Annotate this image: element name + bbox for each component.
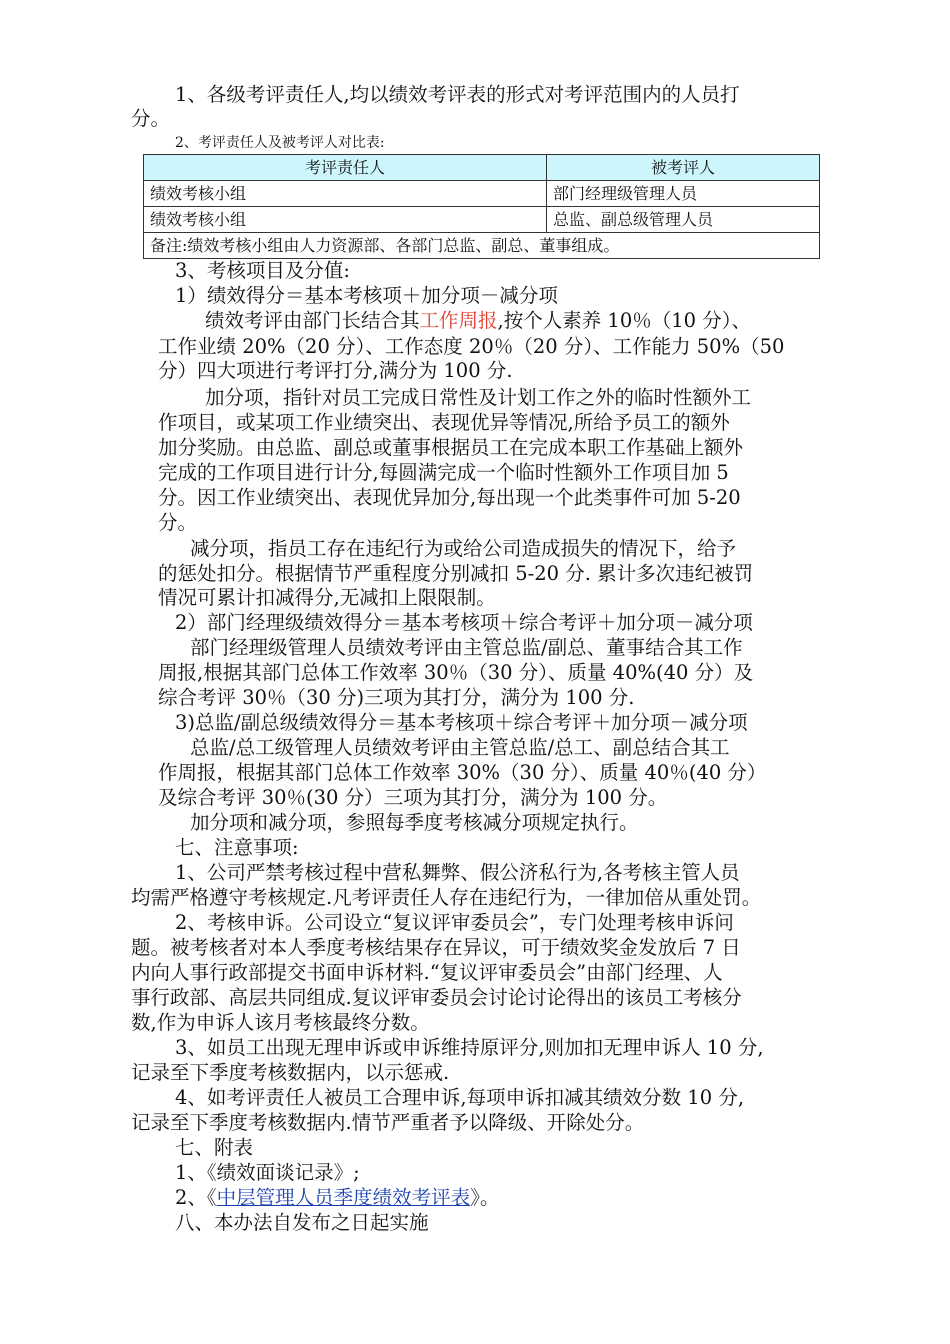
text-span: ,按个人素养 10％（10 分）、 (497, 309, 752, 332)
table-caption: 2、考评责任人及被考评人对比表: (175, 135, 385, 151)
table-row (144, 207, 820, 233)
paragraph-line: 内向人事行政部提交书面申诉材料.“复议评审委员会”由部门经理、人 (131, 961, 723, 984)
paragraph-line: 3、如员工出现无理申诉或申诉维持原评分,则加扣无理申诉人 10 分, (175, 1036, 764, 1059)
paragraph-line: 记录至下季度考核数据内.情节严重者予以降级、开除处分。 (131, 1111, 645, 1134)
table-row (144, 233, 820, 259)
form-link[interactable]: 中层管理人员季度绩效考评表 (216, 1186, 471, 1209)
paragraph-line: 减分项，指员工存在违纪行为或给公司造成损失的情况下，给予 (190, 537, 737, 560)
paragraph-line: 题。被考核者对本人季度考核结果存在异议，可于绩效奖金发放后 7 日 (131, 936, 741, 959)
paragraph-line: 2、考核申诉。公司设立“复议评审委员会”，专门处理考核申诉问 (175, 911, 734, 934)
paragraph-line: 综合考评 30％（30 分)三项为其打分，满分为 100 分. (158, 686, 635, 709)
paragraph-line: 加分项和减分项，参照每季度考核减分项规定执行。 (190, 811, 639, 834)
table-header-row (144, 155, 820, 181)
section-heading: 八、本办法自发布之日起实施 (175, 1211, 429, 1234)
section-heading: 七、附表 (175, 1136, 254, 1159)
paragraph-line: 1、各级考评责任人,均以绩效考评表的形式对考评范围内的人员打 (175, 83, 740, 106)
paragraph-line: 加分奖励。由总监、副总或董事根据员工在完成本职工作基础上额外 (158, 436, 744, 459)
table-header-cell: 考评责任人 (144, 155, 547, 181)
paragraph-line: 数,作为申诉人该月考核最终分数。 (131, 1011, 430, 1034)
table-note: 备注:绩效考核小组由人力资源部、各部门总监、副总、董事组成。 (144, 233, 820, 259)
highlighted-text: 工作周报 (419, 309, 498, 332)
text-span: 2、《 (175, 1186, 217, 1209)
paragraph-line: 情况可累计扣减得分,无减扣上限限制。 (158, 586, 496, 609)
paragraph-line: 分）四大项进行考评打分,满分为 100 分. (158, 359, 513, 382)
paragraph-line: 周报,根据其部门总体工作效率 30％（30 分）、质量 40%(40 分）及 (158, 661, 754, 684)
paragraph-line: 记录至下季度考核数据内，以示惩戒. (131, 1061, 450, 1084)
paragraph-line: 1、《绩效面谈记录》; (175, 1161, 360, 1184)
paragraph-line: 工作业绩 20%（20 分）、工作态度 20％（20 分）、工作能力 50%（50 (158, 335, 785, 358)
table-cell: 绩效考核小组 (144, 181, 547, 207)
table-row (144, 181, 820, 207)
paragraph-line: 均需严格遵守考核规定.凡考评责任人存在违纪行为，一律加倍从重处罚。 (131, 886, 762, 909)
paragraph-line: 1、公司严禁考核过程中营私舞弊、假公济私行为,各考核主管人员 (175, 861, 740, 884)
paragraph-line: 总监/总工级管理人员绩效考评由主管总监/总工、副总结合其工 (190, 736, 730, 759)
paragraph-line: 1）绩效得分＝基本考核项＋加分项－减分项 (175, 284, 558, 307)
paragraph-line: 4、如考评责任人被员工合理申诉,每项申诉扣减其绩效分数 10 分, (175, 1086, 745, 1109)
paragraph-line: 及综合考评 30％(30 分）三项为其打分，满分为 100 分。 (158, 786, 668, 809)
paragraph-line: 作周报，根据其部门总体工作效率 30%（30 分）、质量 40％(40 分） (158, 761, 767, 784)
paragraph-line: 2）部门经理级绩效得分＝基本考核项＋综合考评＋加分项－减分项 (175, 611, 753, 634)
section-heading: 七、注意事项: (175, 836, 299, 859)
paragraph-line: 部门经理级管理人员绩效考评由主管总监/副总、董事结合其工作 (190, 636, 743, 659)
paragraph-line: 分。因工作业绩突出、表现优异加分,每出现一个此类事件可加 5-20 (158, 486, 741, 509)
paragraph-line (175, 1185, 499, 1211)
comparison-table (143, 154, 820, 259)
paragraph-line: 的惩处扣分。根据情节严重程度分别减扣 5-20 分. 累计多次违纪被罚 (158, 562, 754, 585)
paragraph-line: 加分项，指针对员工完成日常性及计划工作之外的临时性额外工 (205, 386, 752, 409)
paragraph-line: 完成的工作项目进行计分,每圆满完成一个临时性额外工作项目加 5 (158, 461, 729, 484)
paragraph-line: 作项目，或某项工作业绩突出、表现优异等情况,所给予员工的额外 (158, 411, 730, 434)
section-heading: 3、考核项目及分值: (175, 259, 350, 282)
table-cell: 部门经理级管理人员 (547, 181, 820, 207)
table-header-cell: 被考评人 (547, 155, 820, 181)
text-span: 》。 (470, 1186, 500, 1209)
paragraph-line: 事行政部、高层共同组成.复议评审委员会讨论讨论得出的该员工考核分 (131, 986, 742, 1009)
paragraph-line (205, 308, 751, 334)
paragraph-line: 分。 (131, 107, 171, 130)
table-cell: 绩效考核小组 (144, 207, 547, 233)
table-cell: 总监、副总级管理人员 (547, 207, 820, 233)
paragraph-line: 分。 (158, 511, 198, 534)
paragraph-line: 3)总监/副总级绩效得分＝基本考核项＋综合考评＋加分项－减分项 (175, 711, 748, 734)
text-span: 绩效考评由部门长结合其 (205, 309, 420, 332)
